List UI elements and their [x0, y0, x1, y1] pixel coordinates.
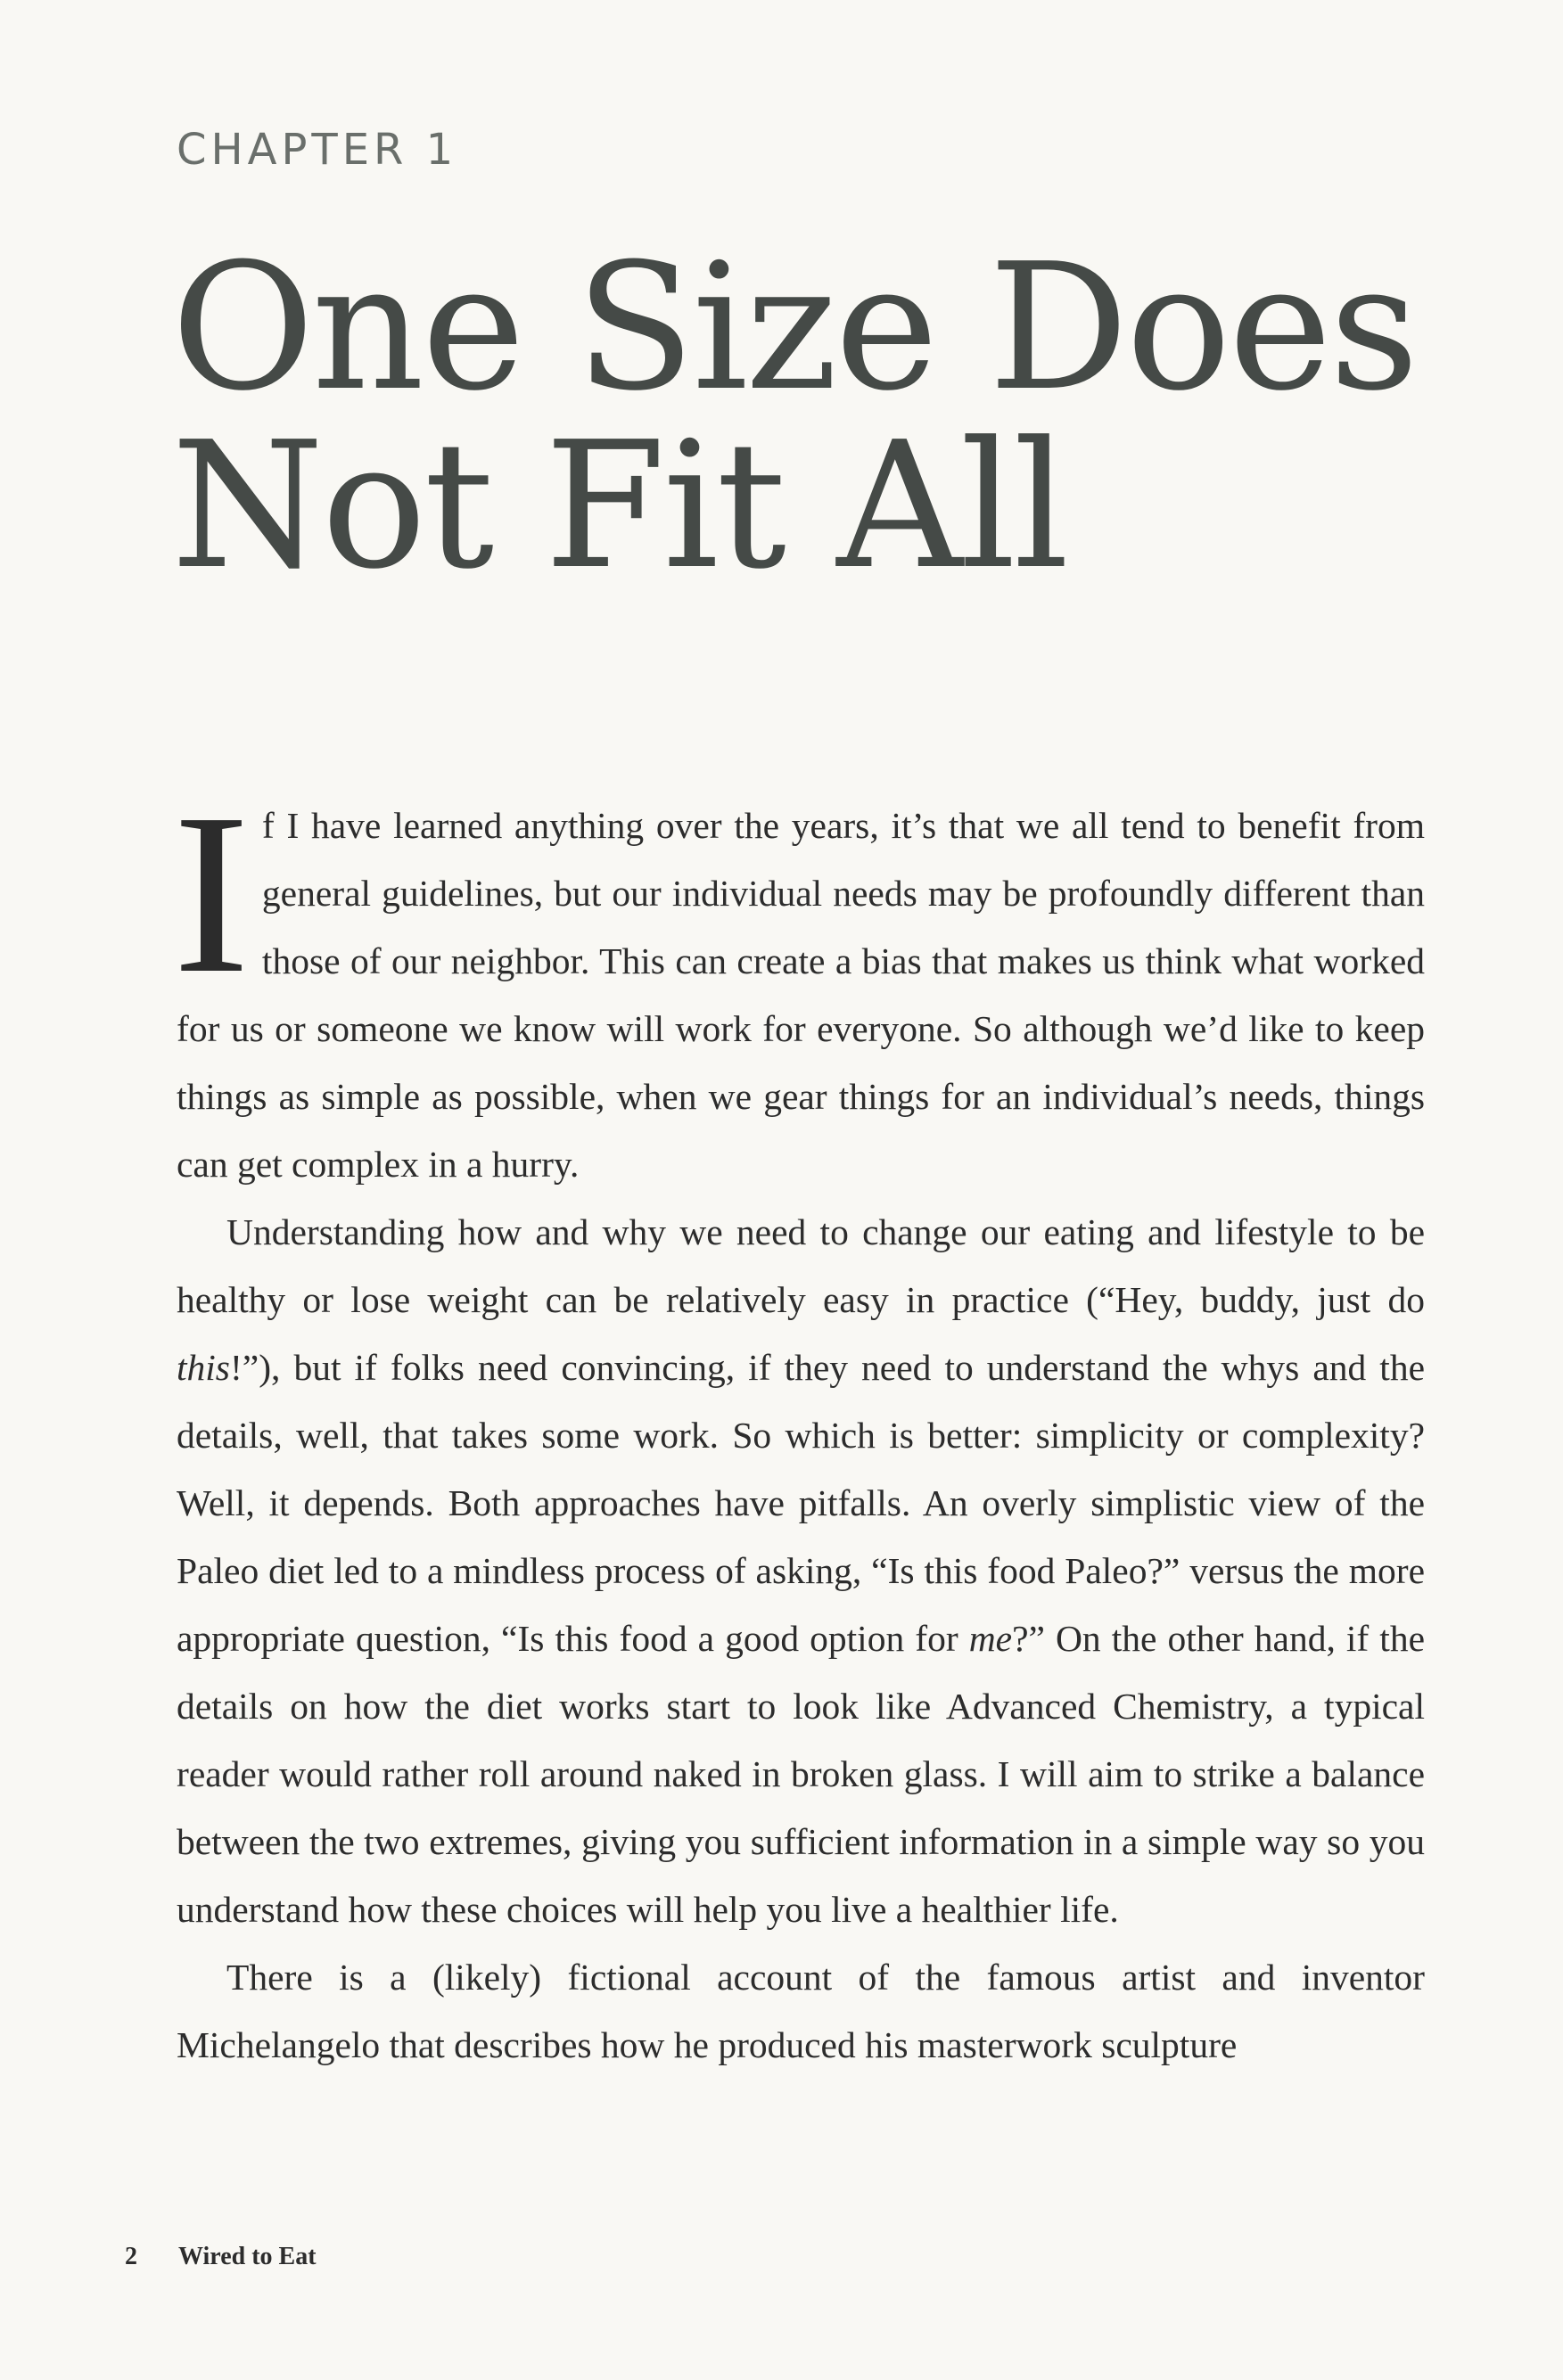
paragraph-2-emphasis-me: me: [968, 1618, 1013, 1659]
chapter-title-line-1: One Size Does: [171, 226, 1417, 430]
body-text: [173, 766, 1425, 2079]
paragraph-2-text-a: Understanding how and why we need to change our eating and lifestyle to be healthy or lose weight can be relatively easy in practice (“Hey, buddy, just do: [177, 1211, 1425, 1320]
drop-cap: I: [173, 766, 250, 1021]
paragraph-2-emphasis-this: this: [177, 1347, 230, 1388]
running-title: Wired to Eat: [178, 2243, 317, 2270]
paragraph-2-text-b: !”), but if folks need convincing, if they need to understand the whys and the details, well, that takes some work. So which is better: simplicity or complexity? Well, it depends. Both approaches have pitfalls. An overly simplistic view of the Paleo diet led to a mindless process of asking, “Is this food Paleo?” versus the more appropriate question, “Is this food a good option for: [177, 1347, 1425, 1659]
paragraph-2-text-c: ?” On the other hand, if the details on how the diet works start to look like Advanced Chemistry, a typical reader would rather roll around naked in broken glass. I will aim to strike a balance between the two extremes, giving you sufficient information in a simple way so you understand how these choices will help you live a healthier life.: [177, 1618, 1425, 1930]
page-number: 2: [125, 2243, 137, 2270]
chapter-title-line-2: Not Fit All: [171, 405, 1067, 608]
paragraph-3: There is a (likely) fictional account of the famous artist and inventor Michelangelo that describes how he produced his masterwork sculpture: [177, 1957, 1425, 2065]
paragraph-1-text: f I have learned anything over the years, it’s that we all tend to benefit from general guidelines, but our individual needs may be profoundly different than those of our neighbor. This can create a bias that makes us think what worked for us or someone we know will work for everyone. So although we’d like to keep things as simple as possible, when we gear things for an individual’s needs, things can get complex in a hurry.: [177, 805, 1425, 1185]
chapter-title: [171, 226, 1437, 608]
chapter-label: CHAPTER 1: [177, 125, 458, 175]
paragraph-2: [177, 1198, 1425, 1943]
page-footer: [125, 2243, 317, 2271]
paragraph-1: [173, 766, 1425, 1198]
